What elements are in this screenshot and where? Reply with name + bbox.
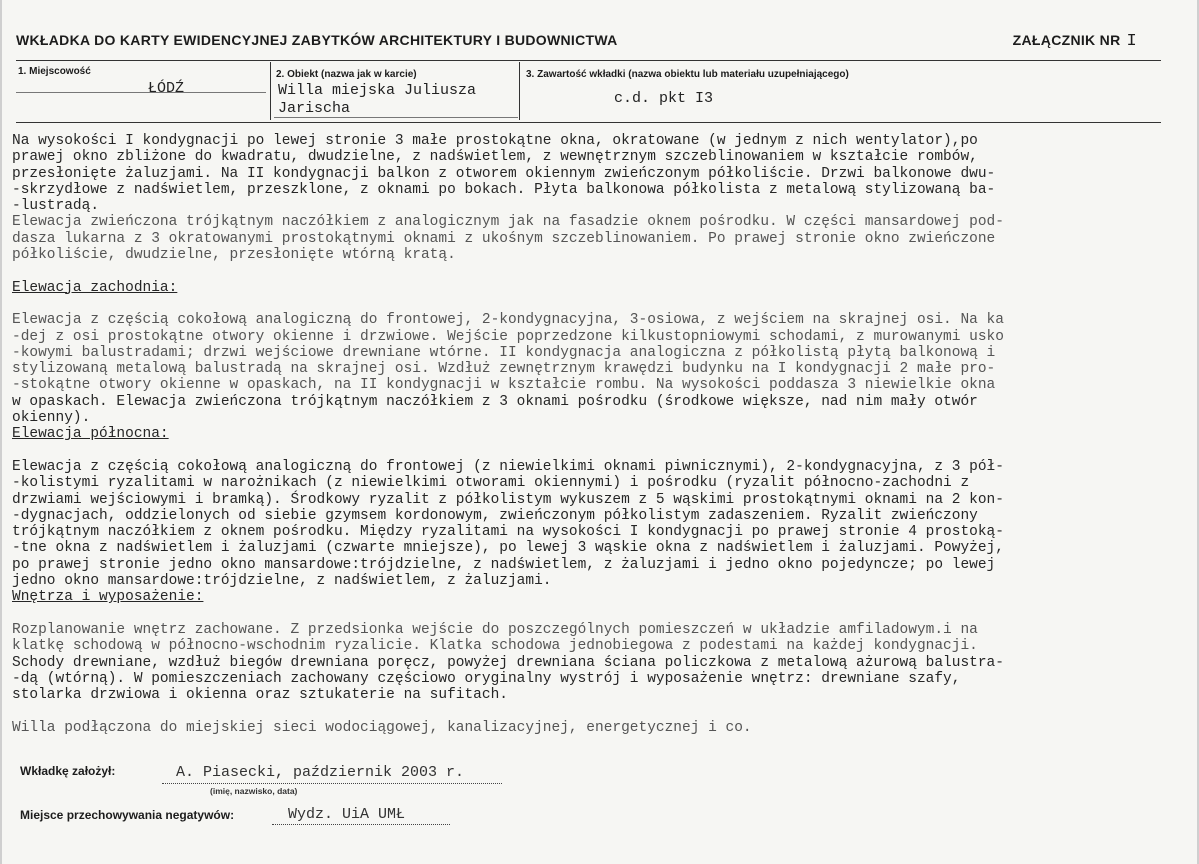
object-underline — [274, 117, 518, 118]
text-line: -kolistymi ryzalitami w narożnikach (z niewielkimi otworami okiennymi) i pośrodku (ryzalit północno-zachodni z — [12, 475, 970, 492]
text-line: -dygnacjach, oddzielonych od siebie gzymsem kordonowym, zwieńczonym półkolistym zadaszeniem. Ryzalit zwieńczony — [12, 507, 978, 524]
header-rule — [16, 60, 1161, 61]
text-line — [12, 263, 1192, 279]
storage-value: Wydz. UiA UMŁ — [288, 806, 406, 823]
prepared-value: A. Piasecki, październik 2003 r. — [176, 764, 465, 781]
text-line: -dej z osi prostokątne otwory okienne i drzwiowe. Wejście poprzedzone kilkustopniowymi schodami, z murowanymi usko — [12, 328, 1004, 345]
text-line: półkoliście, dwudzielne, przesłonięte wtórną kratą. — [12, 247, 456, 264]
text-line: stolarka drzwiowa i okienna oraz sztukaterie na sufitach. — [12, 687, 508, 704]
prepared-label: Wkładkę założył: — [20, 764, 116, 778]
object-label: 2. Obiekt (nazwa jak w karcie) — [276, 69, 417, 80]
field-divider-2 — [519, 62, 520, 120]
text-line: -dą (wtórną). W pomieszczeniach zachowany częściowo oryginalny wystrój i wyposażenie wnętrz: drewniane szafy, — [12, 670, 961, 687]
text-line: -stokątne otwory okienne w opaskach, na II kondygnacji w kształcie rombu. Na wysokości poddasza 3 niewielkie okna — [12, 377, 996, 394]
text-line — [12, 606, 1192, 622]
text-line: prawej okno zbliżone do kwadratu, dwudzielne, z nadświetlem, z wewnętrznym szczeblinowaniem w kształcie rombów, — [12, 149, 978, 166]
text-line: -tne okna z nadświetlem i żaluzjami (czwarte mniejsze), po lewej 3 wąskie okna z nadświetlem i żaluzjami. Powyżej, — [12, 540, 1004, 557]
text-line: w opaskach. Elewacja zwieńczona trójkątnym naczółkiem z 3 oknami pośrodku (środkowe większe, nad nim mały otwór — [12, 393, 978, 410]
fields-bottom-rule — [16, 122, 1161, 123]
place-value: ŁÓDŹ — [148, 80, 185, 97]
text-line: trójkątnym naczółkiem z oknem pośrodku. Między ryzalitami na wysokości I kondygnacji po prawej stronie 4 prostoką- — [12, 524, 1004, 541]
text-line — [12, 443, 1192, 459]
prepared-dotted-line — [162, 783, 502, 784]
content-value: c.d. pkt I3 — [614, 90, 714, 107]
content-label: 3. Zawartość wkładki (nazwa obiektu lub materiału uzupełniającego) — [526, 69, 849, 80]
object-value-line2: Jarischa — [278, 100, 351, 117]
text-line: Elewacja z częścią cokołową analogiczną do frontowej, 2-kondygnacyjna, 3-osiowa, z wejściem na skrajnej osi. Na ka — [12, 312, 1004, 329]
text-line: Elewacja zwieńczona trójkątnym naczółkiem z analogicznym jak na fasadzie oknem pośrodku. W części mansardowej pod- — [12, 214, 1004, 231]
card-title: WKŁADKA DO KARTY EWIDENCYJNEJ ZABYTKÓW ARCHITEKTURY I BUDOWNICTWA — [16, 32, 618, 48]
text-line: Schody drewniane, wzdłuż biegów drewniana poręcz, powyżej drewniana ściana policzkowa z metalową ażurową balustra- — [12, 654, 1004, 671]
text-line: po prawej stronie jedno okno mansardowe:trójdzielne, z nadświetlem, z żaluzjami i jedno okno pojedyncze; po lewej — [12, 556, 996, 573]
prepared-note: (imię, nazwisko, data) — [210, 786, 298, 796]
text-line: Elewacja z częścią cokołową analogiczną do frontowej (z niewielkimi oknami piwnicznymi), 2-kondygnacyjna, z 3 pół- — [12, 458, 1004, 475]
section-heading: Wnętrza i wyposażenie: — [12, 589, 204, 606]
place-underline — [16, 92, 266, 93]
text-line: -kowymi balustradami; drzwi wejściowe drewniane wtórne. II kondygnacja analogiczna z półkolistą płytą balkonową i — [12, 344, 996, 361]
text-line — [12, 296, 1192, 312]
field-divider-1 — [270, 62, 271, 120]
text-line: klatkę schodową w północno-wschodnim ryzalicie. Klatka schodowa jednobiegowa z podestami na każdej kondygnacji. — [12, 638, 978, 655]
text-line: dasza lukarna z 3 okratowanymi prostokątnymi oknami z ukośnym szczeblinowaniem. Po prawej stronie okno zwieńczone — [12, 230, 996, 247]
description-text — [12, 133, 1192, 736]
text-line: jedno okno mansardowe:trójdzielne, z nadświetlem, z żaluzjami. — [12, 573, 552, 590]
text-line: Willa podłączona do miejskiej sieci wodociągowej, kanalizacyjnej, energetycznej i co. — [12, 719, 752, 736]
place-label: 1. Miejscowość — [18, 66, 91, 77]
text-line: drzwiami wejściowymi i bramką). Środkowy ryzalit z półkolistym wykuszem z 5 wąskimi prostokątnymi oknami na 2 kon- — [12, 491, 1004, 508]
text-line: -skrzydłowe z nadświetlem, przeszklone, z oknami po bokach. Płyta balkonowa półkolista z metalową stylizowaną ba- — [12, 181, 996, 198]
object-value-line1: Willa miejska Juliusza — [278, 82, 477, 99]
text-line: -lustradą. — [12, 198, 100, 215]
card-header — [16, 32, 1157, 54]
text-line — [12, 703, 1192, 719]
storage-label: Miejsce przechowywania negatywów: — [20, 808, 235, 822]
text-line: okienny). — [12, 410, 91, 427]
text-line: Rozplanowanie wnętrz zachowane. Z przedsionka wejście do poszczególnych pomieszczeń w układzie amfiladowym.i na — [12, 621, 978, 638]
text-line: stylizowaną metalową balustradą na skrajnej osi. Wzdłuż zewnętrznym krawędzi budynku na I kondygnacji 2 małe pro- — [12, 361, 996, 378]
attachment-number: I — [1126, 32, 1137, 51]
text-line: przesłonięte żaluzjami. Na II kondygnacji balkon z otworem okiennym zwieńczonym półkoliście. Drzwi balkonowe dwu- — [12, 165, 996, 182]
section-heading: Elewacja zachodnia: — [12, 279, 178, 296]
section-heading: Elewacja północna: — [12, 426, 169, 443]
text-line: Na wysokości I kondygnacji po lewej stronie 3 małe prostokątne okna, okratowane (w jednym z nich wentylator),po — [12, 133, 978, 149]
storage-dotted-line — [272, 824, 450, 825]
attachment-label — [1013, 32, 1137, 51]
attachment-label-text: ZAŁĄCZNIK NR — [1012, 32, 1121, 48]
